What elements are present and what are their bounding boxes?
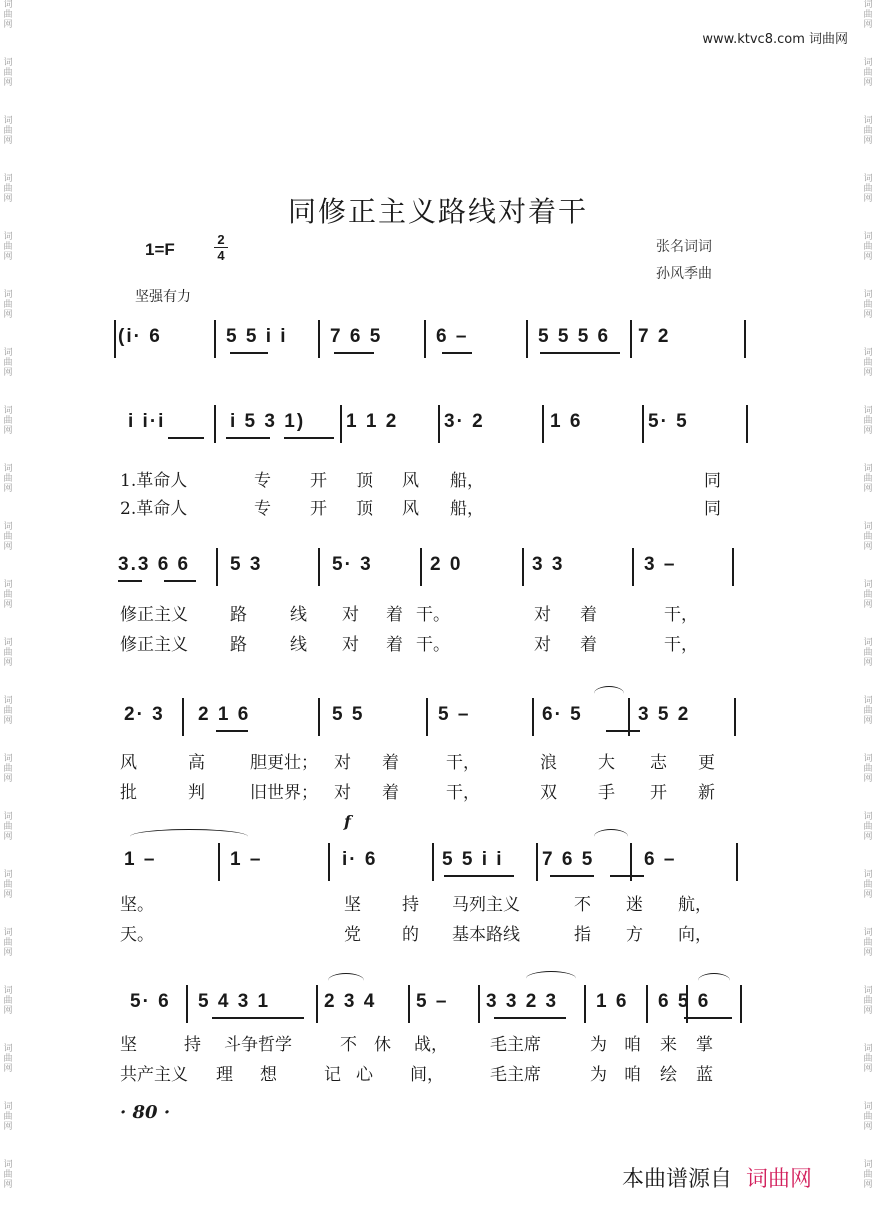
measure-notes: 3.3 6 6 [118, 554, 191, 575]
lyric-syllable: 大 [598, 753, 615, 773]
beam-underline [606, 730, 640, 732]
lyric-syllable: 批 [120, 783, 137, 803]
source-prefix: 本曲谱源自 [622, 1167, 733, 1192]
beam-underline [540, 352, 620, 354]
measure-notes: 5· 6 [130, 991, 171, 1012]
side-watermark-text: 词 曲 网 [3, 0, 13, 30]
lyric-syllable: 风 [120, 753, 137, 773]
lyric-syllable: 毛主席 [490, 1035, 541, 1055]
lyric-syllable: 着 [386, 605, 403, 625]
side-watermark-text: 词 曲 网 [863, 464, 873, 494]
lyric-syllable: 不 [574, 895, 591, 915]
side-watermark-text: 词 曲 网 [3, 348, 13, 378]
side-watermark-text: 词 曲 网 [3, 870, 13, 900]
measure-notes: 2 0 [430, 554, 463, 575]
lyric-syllable: 为 [590, 1065, 607, 1085]
lyric-line [120, 466, 740, 490]
beam-underline [212, 1017, 304, 1019]
lyric-syllable: 航， [678, 895, 712, 915]
side-watermark-text: 词 曲 网 [863, 290, 873, 320]
lyric-syllable: 高 [188, 753, 205, 773]
barline [182, 698, 184, 736]
lyric-syllable: 向， [678, 925, 712, 945]
side-watermark-text: 词 曲 网 [3, 406, 13, 436]
barline [478, 985, 480, 1023]
side-watermark-text: 词 曲 网 [863, 580, 873, 610]
measure-notes: 3 – [644, 554, 677, 575]
lyric-syllable: 开 [650, 783, 667, 803]
lyric-syllable: 咱 [624, 1065, 641, 1085]
side-watermark-text: 词 曲 网 [863, 696, 873, 726]
side-watermark-text: 词 曲 网 [863, 58, 873, 88]
side-watermark-text: 词 曲 网 [863, 348, 873, 378]
side-watermark-text: 词 曲 网 [863, 928, 873, 958]
lyric-syllable: 对 [534, 635, 551, 655]
lyric-syllable: 不 [340, 1035, 357, 1055]
measure-notes: 2· 3 [124, 704, 165, 725]
lyric-syllable: 干， [664, 605, 698, 625]
measure-notes: 6 – [436, 326, 469, 347]
source-brand[interactable]: 词曲网 [746, 1167, 813, 1192]
lyric-syllable: 天。 [120, 925, 154, 945]
barline [740, 985, 742, 1023]
lyric-syllable: 着 [382, 783, 399, 803]
lyric-syllable: 线 [290, 635, 307, 655]
side-watermark-text: 词 曲 网 [3, 986, 13, 1016]
measure-notes: 6 5 6 [658, 991, 711, 1012]
lyric-syllable: 船， [450, 471, 484, 491]
side-watermark-right [860, 0, 876, 1219]
lyric-syllable: 顶 [356, 499, 373, 519]
measure-notes: 1 – [230, 849, 263, 870]
barline [584, 985, 586, 1023]
barline [420, 548, 422, 586]
lyric-syllable: 斗争哲学 [224, 1035, 292, 1055]
measure-notes: 2 1 6 [198, 704, 251, 725]
lyric-syllable: 战， [414, 1035, 448, 1055]
beam-underline [226, 437, 270, 439]
lyric-syllable: 路 [230, 635, 247, 655]
lyric-syllable: 着 [382, 753, 399, 773]
side-watermark-text: 词 曲 网 [3, 290, 13, 320]
side-watermark-text: 词 曲 网 [3, 1044, 13, 1074]
lyric-syllable: 干。 [416, 605, 450, 625]
lyric-syllable: 马列主义 [452, 895, 520, 915]
barline [216, 548, 218, 586]
lyric-syllable: 方 [626, 925, 643, 945]
lyric-syllable: 线 [290, 605, 307, 625]
measure-notes: 5 5 i i [442, 849, 504, 870]
lyric-syllable: 干， [664, 635, 698, 655]
side-watermark-text: 词 曲 网 [3, 812, 13, 842]
barline [424, 320, 426, 358]
lyric-syllable: 持 [402, 895, 419, 915]
measure-notes: 5 4 3 1 [198, 991, 271, 1012]
lyric-syllable: 手 [598, 783, 615, 803]
barline [526, 320, 528, 358]
measure-notes: 3 3 2 3 [486, 991, 559, 1012]
measure-notes: 1 6 [550, 411, 583, 432]
lyric-line [120, 778, 740, 802]
lyric-syllable: 的 [402, 925, 419, 945]
barline [532, 698, 534, 736]
lyric-syllable: 干， [446, 783, 480, 803]
measure-notes: i 5 3 1) [230, 411, 306, 432]
score-row [118, 320, 748, 360]
beam-underline [494, 1017, 566, 1019]
side-watermark-text: 词 曲 网 [863, 812, 873, 842]
lyricist-credit: 张名词词 [656, 239, 712, 255]
measure-notes: (i· 6 [118, 326, 162, 347]
time-denominator: 4 [217, 248, 225, 263]
barline [744, 320, 746, 358]
composer-credit: 孙风季曲 [656, 266, 712, 282]
lyric-syllable: 来 [660, 1035, 677, 1055]
barline [630, 320, 632, 358]
lyric-line [120, 630, 740, 654]
side-watermark-text: 词 曲 网 [3, 522, 13, 552]
beam-underline [118, 580, 142, 582]
lyric-syllable: 对 [342, 635, 359, 655]
measure-notes: 7 6 5 [330, 326, 383, 347]
measure-notes: 5 5 [332, 704, 365, 725]
lyric-line [120, 1060, 740, 1084]
lyric-syllable: 党 [344, 925, 361, 945]
barline [318, 548, 320, 586]
measure-notes: 6 – [644, 849, 677, 870]
lyric-syllable: 专 [254, 471, 271, 491]
lyric-syllable: 着 [580, 605, 597, 625]
slur [594, 829, 628, 844]
lyric-line [120, 494, 740, 518]
measure-notes: 3 3 [532, 554, 565, 575]
barline [340, 405, 342, 443]
barline [328, 843, 330, 881]
side-watermark-text: 词 曲 网 [863, 522, 873, 552]
side-watermark-text: 词 曲 网 [863, 174, 873, 204]
beam-underline [230, 352, 268, 354]
barline [536, 843, 538, 881]
barline [642, 405, 644, 443]
lyric-syllable: 风 [402, 471, 419, 491]
lyric-syllable: 记 [324, 1065, 341, 1085]
beam-underline [334, 352, 374, 354]
measure-notes: 5· 3 [332, 554, 373, 575]
lyric-syllable: 咱 [624, 1035, 641, 1055]
lyric-syllable: 基本路线 [452, 925, 520, 945]
side-watermark-text: 词 曲 网 [3, 1102, 13, 1132]
lyric-syllable: 船， [450, 499, 484, 519]
side-watermark-text: 词 曲 网 [863, 406, 873, 436]
lyric-syllable: 蓝 [696, 1065, 713, 1085]
slur [328, 973, 364, 988]
barline [214, 405, 216, 443]
side-watermark-text: 词 曲 网 [3, 580, 13, 610]
barline [734, 698, 736, 736]
lyric-syllable: 修正主义 [120, 605, 188, 625]
lyric-syllable: 共产主义 [120, 1065, 188, 1085]
lyric-line [120, 1030, 740, 1054]
measure-notes: i i·i [128, 411, 166, 432]
score-row [118, 843, 748, 883]
lyric-syllable: 理 [216, 1065, 233, 1085]
lyric-syllable: 干， [446, 753, 480, 773]
measure-notes: 1 6 [596, 991, 629, 1012]
measure-notes: 3· 2 [444, 411, 485, 432]
lyric-syllable: 着 [386, 635, 403, 655]
lyric-syllable: 同 [704, 499, 721, 519]
tempo-marking: 坚强有力 [135, 289, 191, 305]
lyric-syllable: 坚。 [120, 895, 154, 915]
slur [526, 971, 576, 986]
barline [426, 698, 428, 736]
side-watermark-text: 词 曲 网 [863, 986, 873, 1016]
lyric-syllable: 开 [310, 499, 327, 519]
beam-underline [684, 1017, 732, 1019]
lyric-syllable: 休 [374, 1035, 391, 1055]
measure-notes: 5· 5 [648, 411, 689, 432]
beam-underline [164, 580, 196, 582]
lyric-line [120, 920, 740, 944]
lyric-syllable: 专 [254, 499, 271, 519]
measure-notes: 7 2 [638, 326, 671, 347]
barline [736, 843, 738, 881]
dynamic-marking: f [344, 812, 351, 831]
lyric-syllable: 顶 [356, 471, 373, 491]
measure-notes: 5 5 i i [226, 326, 288, 347]
lyric-syllable: 想 [260, 1065, 277, 1085]
lyric-syllable: 判 [188, 783, 205, 803]
side-watermark-text: 词 曲 网 [863, 232, 873, 262]
measure-notes: 1 – [124, 849, 157, 870]
lyric-syllable: 路 [230, 605, 247, 625]
score-row [118, 405, 748, 445]
beam-underline [216, 730, 248, 732]
lyric-syllable: 新 [698, 783, 715, 803]
measure-notes: i· 6 [342, 849, 378, 870]
barline [632, 548, 634, 586]
lyric-syllable: 志 [650, 753, 667, 773]
lyric-syllable: 开 [310, 471, 327, 491]
lyric-syllable: 同 [704, 471, 721, 491]
beam-underline [610, 875, 644, 877]
side-watermark-text: 词 曲 网 [3, 696, 13, 726]
measure-notes: 3 5 2 [638, 704, 691, 725]
lyric-syllable: 对 [534, 605, 551, 625]
measure-notes: 5 – [438, 704, 471, 725]
barline [318, 698, 320, 736]
lyric-syllable: 1.革命人 [120, 471, 188, 491]
slur [130, 829, 248, 844]
site-watermark[interactable]: www.ktvc8.com 词曲网 [702, 32, 848, 47]
lyric-line [120, 890, 740, 914]
barline [732, 548, 734, 586]
barline [522, 548, 524, 586]
barline [114, 320, 116, 358]
side-watermark-text: 词 曲 网 [3, 464, 13, 494]
side-watermark-text: 词 曲 网 [3, 1160, 13, 1190]
slur [594, 686, 624, 701]
side-watermark-text: 词 曲 网 [3, 232, 13, 262]
score-row [118, 698, 748, 738]
side-watermark-text: 词 曲 网 [863, 0, 873, 30]
lyric-syllable: 浪 [540, 753, 557, 773]
side-watermark-text: 词 曲 网 [863, 870, 873, 900]
beam-underline [550, 875, 594, 877]
beam-underline [444, 875, 514, 877]
side-watermark-text: 词 曲 网 [863, 1102, 873, 1132]
side-watermark-text: 词 曲 网 [3, 116, 13, 146]
lyric-syllable: 更 [698, 753, 715, 773]
lyric-syllable: 2.革命人 [120, 499, 188, 519]
beam-underline [284, 437, 334, 439]
side-watermark-text: 词 曲 网 [863, 754, 873, 784]
lyric-syllable: 迷 [626, 895, 643, 915]
beam-underline [442, 352, 472, 354]
side-watermark-left [0, 0, 16, 1219]
lyric-syllable: 心 [356, 1065, 373, 1085]
barline [542, 405, 544, 443]
song-title: 同修正主义路线对着干 [287, 195, 588, 228]
measure-notes: 2 3 4 [324, 991, 377, 1012]
barline [186, 985, 188, 1023]
lyric-syllable: 坚 [120, 1035, 137, 1055]
barline [438, 405, 440, 443]
barline [646, 985, 648, 1023]
side-watermark-text: 词 曲 网 [863, 116, 873, 146]
side-watermark-text: 词 曲 网 [863, 1044, 873, 1074]
lyric-syllable: 对 [334, 783, 351, 803]
lyric-line [120, 600, 740, 624]
lyric-syllable: 间， [410, 1065, 444, 1085]
measure-notes: 5 – [416, 991, 449, 1012]
beam-underline [168, 437, 204, 439]
lyric-syllable: 干。 [416, 635, 450, 655]
measure-notes: 6· 5 [542, 704, 583, 725]
side-watermark-text: 词 曲 网 [3, 754, 13, 784]
lyric-syllable: 对 [342, 605, 359, 625]
side-watermark-text: 词 曲 网 [3, 58, 13, 88]
lyric-syllable: 着 [580, 635, 597, 655]
time-signature [214, 232, 228, 263]
lyric-syllable: 绘 [660, 1065, 677, 1085]
score-row [118, 548, 748, 588]
lyric-syllable: 修正主义 [120, 635, 188, 655]
slur [698, 973, 730, 988]
page-number: · 80 · [120, 1102, 171, 1123]
lyric-syllable: 双 [540, 783, 557, 803]
score-row [118, 985, 748, 1025]
lyric-syllable: 旧世界； [250, 783, 318, 803]
measure-notes: 1 1 2 [346, 411, 399, 432]
barline [214, 320, 216, 358]
side-watermark-text: 词 曲 网 [863, 638, 873, 668]
barline [746, 405, 748, 443]
measure-notes: 7 6 5 [542, 849, 595, 870]
lyric-syllable: 为 [590, 1035, 607, 1055]
side-watermark-text: 词 曲 网 [3, 928, 13, 958]
measure-notes: 5 5 5 6 [538, 326, 611, 347]
lyric-syllable: 胆更壮； [250, 753, 318, 773]
barline [316, 985, 318, 1023]
barline [432, 843, 434, 881]
side-watermark-text: 词 曲 网 [3, 174, 13, 204]
lyric-line [120, 748, 740, 772]
barline [218, 843, 220, 881]
key-signature: 1=F [145, 240, 175, 259]
side-watermark-text: 词 曲 网 [3, 638, 13, 668]
lyric-syllable: 持 [184, 1035, 201, 1055]
source-credit[interactable] [622, 1162, 812, 1193]
side-watermark-text: 词 曲 网 [863, 1160, 873, 1190]
lyric-syllable: 毛主席 [490, 1065, 541, 1085]
barline [408, 985, 410, 1023]
lyric-syllable: 风 [402, 499, 419, 519]
lyric-syllable: 指 [574, 925, 591, 945]
lyric-syllable: 对 [334, 753, 351, 773]
measure-notes: 5 3 [230, 554, 263, 575]
barline [318, 320, 320, 358]
lyric-syllable: 掌 [696, 1035, 713, 1055]
time-numerator: 2 [214, 232, 228, 248]
lyric-syllable: 坚 [344, 895, 361, 915]
